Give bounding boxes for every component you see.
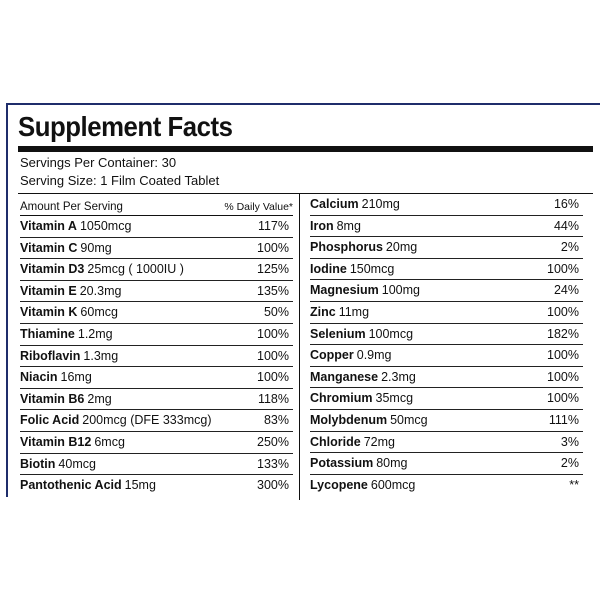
- nutrient-daily-value: 135%: [257, 283, 289, 298]
- nutrient-amount: 25mcg ( 1000IU ): [87, 262, 184, 277]
- nutrient-row: [310, 388, 583, 410]
- nutrient-row: [310, 324, 583, 346]
- nutrient-amount: 100mcg: [368, 326, 414, 341]
- nutrient-row: [20, 281, 293, 303]
- supplement-facts-panel: [6, 103, 600, 497]
- nutrient-name: Vitamin B6: [20, 391, 85, 406]
- nutrient-amount: 16mg: [60, 370, 92, 385]
- nutrient-daily-value: 250%: [257, 434, 289, 449]
- nutrient-amount: 80mg: [376, 456, 408, 471]
- nutrient-name: Riboflavin: [20, 348, 81, 363]
- nutrient-daily-value: 100%: [257, 370, 289, 385]
- nutrient-amount: 200mcg (DFE 333mcg): [82, 413, 212, 428]
- nutrient-name: Copper: [310, 348, 354, 363]
- nutrient-name: Vitamin C: [20, 240, 78, 255]
- nutrient-amount: 150mcg: [349, 261, 395, 276]
- nutrient-daily-value: 2%: [560, 456, 579, 471]
- nutrient-row: [20, 324, 293, 346]
- nutrient-row: [20, 302, 293, 324]
- nutrient-list-right: [310, 194, 583, 496]
- nutrient-name: Potassium: [310, 456, 374, 471]
- nutrient-daily-value: 83%: [263, 413, 289, 428]
- nutrient-daily-value: 44%: [553, 218, 579, 233]
- nutrient-daily-value: 100%: [547, 369, 579, 384]
- nutrient-name: Vitamin A: [20, 219, 77, 233]
- nutrient-daily-value: **: [569, 477, 579, 492]
- nutrient-amount: 100mg: [381, 283, 420, 298]
- panel-title: Supplement Facts: [18, 111, 233, 142]
- nutrient-amount: 90mg: [80, 240, 112, 255]
- nutrient-row: [20, 238, 293, 260]
- nutrient-row: [20, 367, 293, 389]
- nutrient-name: Thiamine: [20, 326, 75, 341]
- nutrient-daily-value: 100%: [257, 348, 289, 363]
- nutrient-daily-value: 100%: [547, 261, 579, 276]
- nutrient-amount: 15mg: [124, 478, 156, 493]
- nutrient-name: Biotin: [20, 456, 56, 471]
- nutrient-row: [20, 259, 293, 281]
- column-header: [20, 199, 293, 215]
- nutrient-name: Folic Acid: [20, 413, 80, 428]
- amount-per-serving-label: Amount Per Serving: [20, 201, 123, 213]
- nutrient-amount: 8mg: [336, 218, 361, 233]
- nutrient-name: Chromium: [310, 391, 373, 406]
- nutrient-row: [310, 280, 583, 302]
- nutrient-name: Molybdenum: [310, 412, 388, 427]
- nutrient-amount: 600mcg: [370, 477, 416, 492]
- nutrient-daily-value: 100%: [257, 240, 289, 255]
- nutrient-daily-value: 100%: [547, 304, 579, 319]
- nutrient-amount: 1.2mg: [77, 326, 113, 341]
- nutrient-daily-value: 3%: [560, 434, 579, 449]
- nutrient-daily-value: 118%: [257, 391, 289, 406]
- nutrient-name: Pantothenic Acid: [20, 478, 122, 493]
- nutrient-daily-value: 117%: [257, 219, 289, 233]
- nutrient-daily-value: 133%: [257, 456, 289, 471]
- nutrient-name: Magnesium: [310, 283, 379, 298]
- nutrient-name: Vitamin K: [20, 305, 78, 320]
- nutrient-daily-value: 2%: [560, 240, 579, 255]
- nutrient-row: [20, 454, 293, 476]
- nutrient-name: Chloride: [310, 434, 361, 449]
- nutrient-amount: 35mcg: [375, 391, 414, 406]
- nutrient-row: [20, 432, 293, 454]
- serving-size: Serving Size: 1 Film Coated Tablet: [20, 173, 220, 188]
- nutrient-name: Zinc: [310, 304, 336, 319]
- nutrient-name: Iodine: [310, 261, 347, 276]
- nutrient-name: Phosphorus: [310, 240, 383, 255]
- nutrient-amount: 1050mcg: [79, 219, 132, 233]
- nutrient-daily-value: 50%: [263, 305, 289, 320]
- nutrient-daily-value: 300%: [257, 478, 289, 493]
- nutrient-daily-value: 100%: [547, 391, 579, 406]
- nutrient-row: [20, 475, 293, 497]
- thick-rule: [18, 146, 593, 152]
- nutrient-row: [20, 346, 293, 368]
- nutrient-daily-value: 24%: [553, 283, 579, 298]
- nutrient-name: Manganese: [310, 369, 379, 384]
- nutrient-row: [310, 302, 583, 324]
- nutrient-name: Vitamin D3: [20, 262, 85, 277]
- nutrient-amount: 50mcg: [390, 412, 428, 427]
- nutrient-daily-value: 182%: [547, 326, 579, 341]
- nutrient-name: Vitamin E: [20, 283, 77, 298]
- nutrient-row: [20, 216, 293, 238]
- nutrient-name: Calcium: [310, 197, 359, 211]
- nutrient-daily-value: 100%: [547, 348, 579, 363]
- nutrient-row: [310, 345, 583, 367]
- nutrient-list-left: [20, 216, 293, 497]
- nutrient-daily-value: 16%: [553, 197, 579, 211]
- nutrient-row: [310, 475, 583, 497]
- nutrient-daily-value: 111%: [548, 412, 579, 427]
- nutrient-amount: 6mcg: [94, 434, 125, 449]
- nutrient-daily-value: 125%: [257, 262, 289, 277]
- nutrient-row: [310, 453, 583, 475]
- nutrient-amount: 1.3mg: [83, 348, 119, 363]
- nutrient-amount: 2mg: [87, 391, 112, 406]
- nutrient-amount: 210mg: [361, 197, 400, 211]
- nutrient-amount: 40mcg: [58, 456, 96, 471]
- nutrient-name: Niacin: [20, 370, 58, 385]
- nutrient-amount: 20mg: [385, 240, 418, 255]
- nutrient-name: Selenium: [310, 326, 366, 341]
- nutrient-row: [310, 259, 583, 281]
- nutrient-row: [310, 410, 583, 432]
- nutrient-row: [310, 194, 583, 216]
- nutrient-amount: 11mg: [338, 304, 370, 319]
- nutrient-amount: 20.3mg: [79, 283, 122, 298]
- servings-per-container: Servings Per Container: 30: [20, 155, 177, 170]
- nutrient-name: Lycopene: [310, 477, 368, 492]
- nutrient-row: [310, 432, 583, 454]
- nutrient-row: [310, 216, 583, 238]
- nutrient-name: Iron: [310, 218, 334, 233]
- nutrient-amount: 2.3mg: [381, 369, 416, 384]
- column-divider: [299, 194, 300, 500]
- nutrient-row: [310, 237, 583, 259]
- daily-value-label: % Daily Value*: [224, 201, 293, 213]
- nutrient-name: Vitamin B12: [20, 434, 92, 449]
- nutrient-amount: 72mg: [363, 434, 395, 449]
- nutrient-row: [310, 367, 583, 389]
- nutrient-row: [20, 389, 293, 411]
- nutrient-amount: 0.9mg: [356, 348, 392, 363]
- nutrient-daily-value: 100%: [257, 326, 289, 341]
- nutrient-row: [20, 410, 293, 432]
- nutrient-amount: 60mcg: [80, 305, 118, 320]
